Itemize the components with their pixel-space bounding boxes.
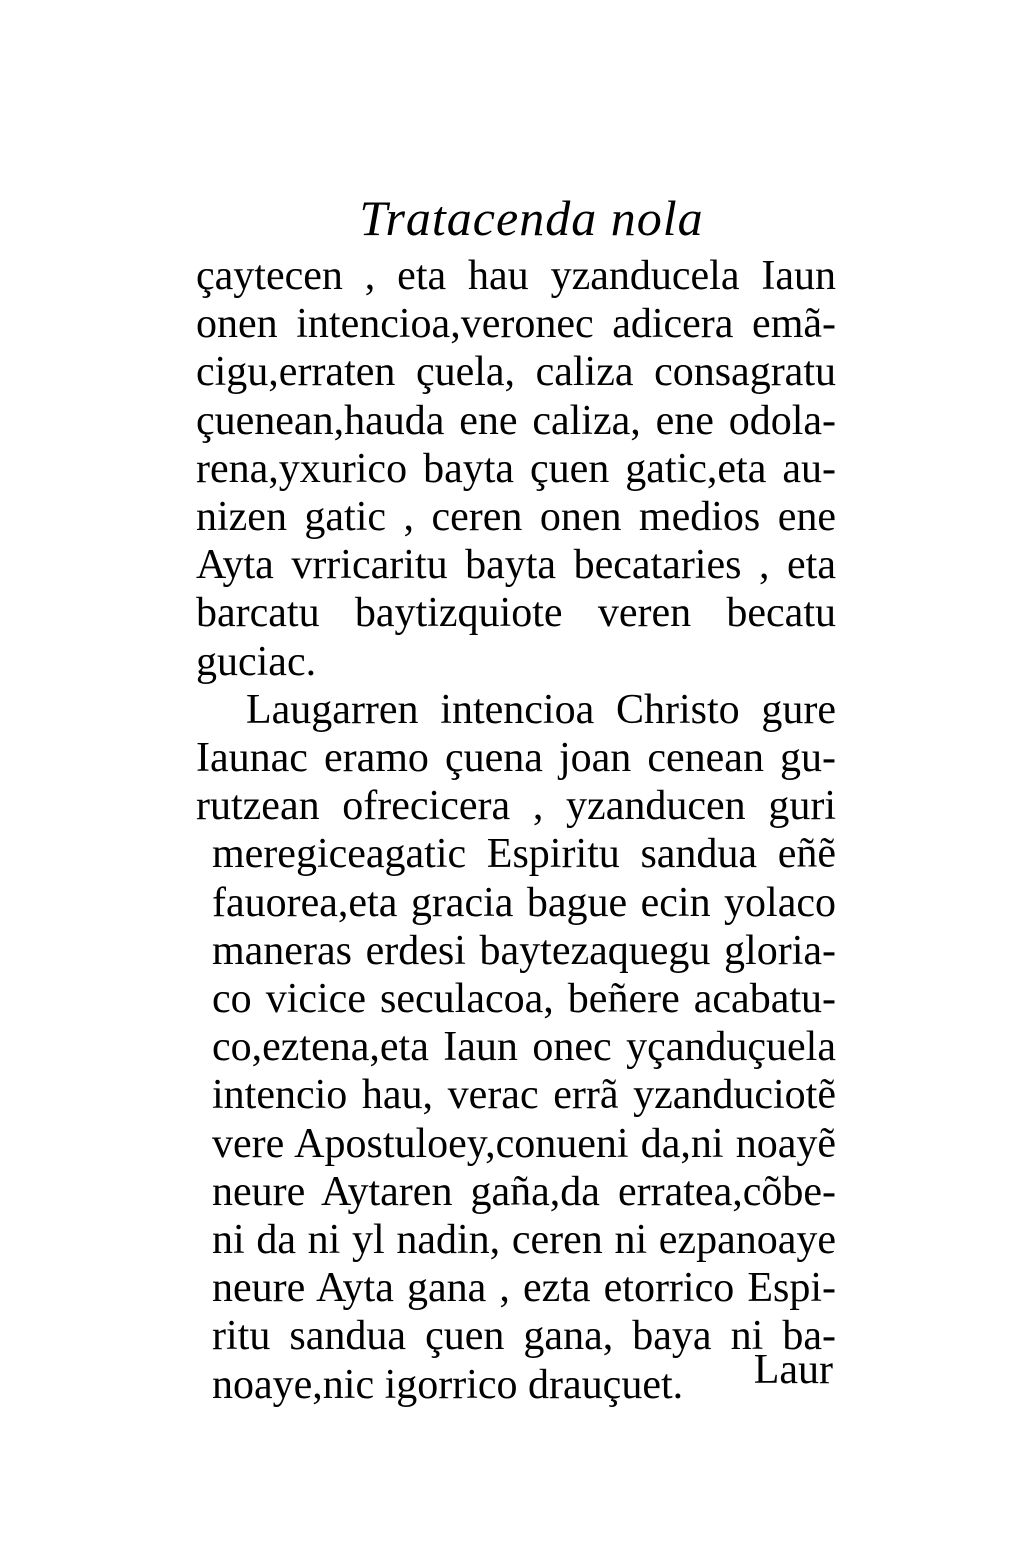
text-line: çaytecen , eta hau yzanducela Iaun [196, 253, 836, 299]
text-line: Ayta vrricaritu bayta becataries , eta [196, 542, 836, 589]
text-line: rutzean ofrecicera , yzanducen guri [196, 783, 836, 830]
text-line: barcatu baytizquiote veren becatu [196, 590, 836, 637]
text-line: meregiceagatic Espiritu sandua eñẽ [212, 831, 836, 878]
text-block [196, 252, 836, 1409]
text-line: fauorea,eta gracia bague ecin yolaco [212, 879, 836, 926]
paragraph-1 [196, 252, 836, 686]
text-line: çuenean,hauda ene caliza, ene odola- [196, 397, 836, 444]
text-line: co vicice seculacoa, beñere acabatu- [212, 976, 836, 1023]
text-line: Laugarren intencioa Christo gure [246, 686, 836, 733]
text-line: onen intencioa,veronec adicera emã- [196, 301, 836, 348]
text-line: Iaunac eramo çuena joan cenean gu- [196, 735, 836, 782]
text-line: neure Aytaren gaña,da erratea,cõbe- [212, 1168, 836, 1215]
text-line: rena,yxurico bayta çuen gatic,eta au- [196, 445, 836, 492]
text-line: neure Ayta gana , ezta etorrico Espi- [212, 1265, 836, 1312]
text-line: vere Apostuloey,conueni da,ni noayẽ [212, 1120, 836, 1167]
text-line: cigu,erraten çuela, caliza consagratu [196, 349, 836, 396]
text-line: ritu sandua çuen gana, baya ni ba- [212, 1313, 836, 1360]
text-line: co,eztena,eta Iaun onec yçanduçuela [212, 1024, 836, 1071]
text-line: maneras erdesi baytezaquegu gloria- [212, 927, 836, 974]
running-head: Tratacenda nola [359, 190, 704, 246]
text-line: noaye,nic igorrico drauçuet. [212, 1361, 684, 1408]
text-line: nizen gatic , ceren onen medios ene [196, 494, 836, 541]
text-line: ni da ni yl nadin, ceren ni ezpanoaye [212, 1217, 836, 1264]
text-line: intencio hau, verac errã yzanduciotẽ [212, 1072, 836, 1119]
catchword: Laur [753, 1347, 833, 1393]
paragraph-2 [196, 686, 836, 1409]
text-line: guciac. [196, 638, 317, 685]
